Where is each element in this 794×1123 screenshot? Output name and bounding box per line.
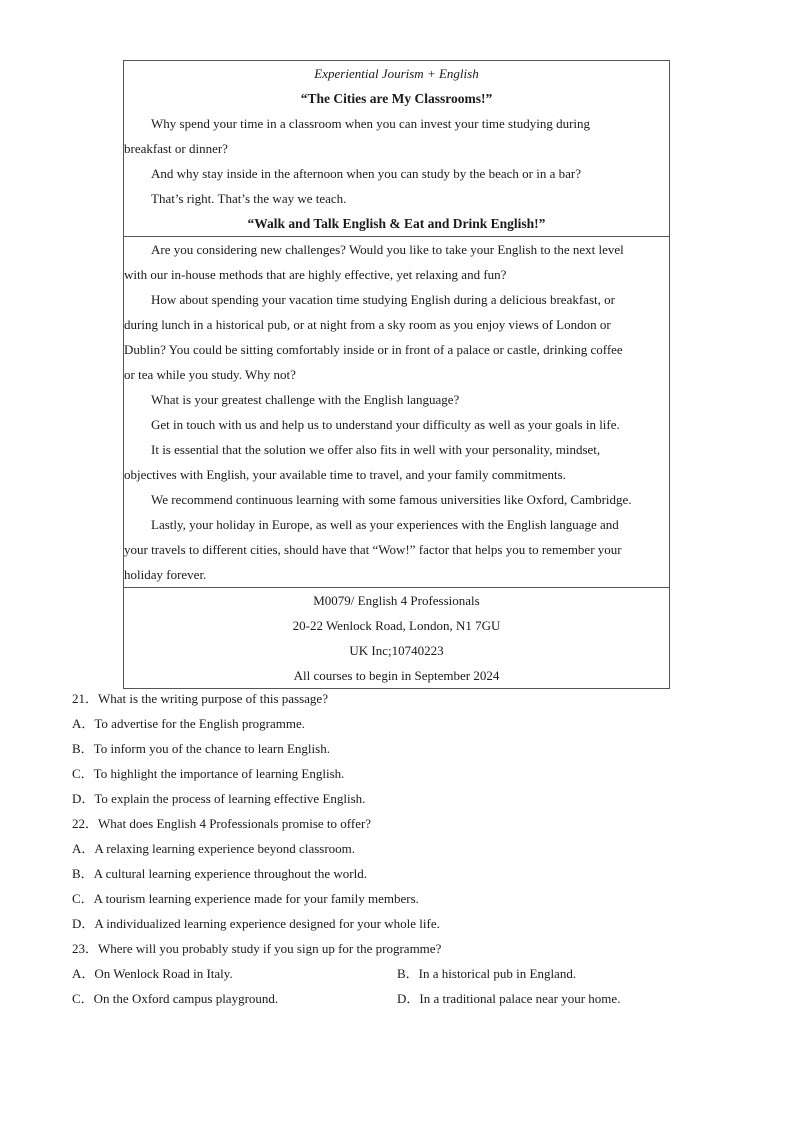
paragraph-line: breakfast or dinner? [124,141,228,156]
paragraph-line: Lastly, your holiday in Europe, as well as your experiences with the English language and [151,517,619,532]
contact-line: All courses to begin in September 2024 [293,668,500,683]
paragraph-line: And why stay inside in the afternoon when you can study by the beach or in a bar? [151,166,581,181]
question-23-options-row-2 [72,986,722,1011]
question-21-option-c: C．To highlight the importance of learning English. [72,766,345,781]
question-22-option-b: B．A cultural learning experience throughout the world. [72,866,367,881]
contact-line: UK Inc;10740223 [349,643,444,658]
paragraph-line: Why spend your time in a classroom when you can invest your time studying during [151,116,591,131]
question-23-option-a: A．On Wenlock Road in Italy. [72,966,233,981]
paragraph-line: objectives with English, your available time to travel, and your family commitments. [124,467,566,482]
advertisement-box [123,60,670,689]
paragraph-line: How about spending your vacation time studying English during a delicious breakfast, or [151,292,615,307]
contact-line: M0079/ English 4 Professionals [313,593,480,608]
advert-title: “The Cities are My Classrooms!” [300,91,493,106]
contact-line: 20-22 Wenlock Road, London, N1 7GU [292,618,501,633]
question-23-option-c: C．On the Oxford campus playground. [72,991,279,1006]
advert-body-section [124,237,669,588]
questions-block [72,686,722,1011]
paragraph-line: or tea while you study. Why not? [124,367,296,382]
question-23-options-row-1 [72,961,722,986]
question-23-stem: 23．Where will you probably study if you sign up for the programme? [72,941,442,956]
question-22-option-a: A．A relaxing learning experience beyond classroom. [72,841,356,856]
paragraph-line: with our in-house methods that are highly effective, yet relaxing and fun? [124,267,507,282]
advert-contact-section [124,588,669,688]
advert-header-section [124,61,669,237]
question-23-option-d: D．In a traditional palace near your home. [397,991,621,1006]
question-21-option-a: A．To advertise for the English programme. [72,716,306,731]
paragraph-line: during lunch in a historical pub, or at night from a sky room as you enjoy views of London or [124,317,611,332]
question-23-option-b: B．In a historical pub in England. [397,966,577,981]
question-21-option-b: B．To inform you of the chance to learn English. [72,741,330,756]
paragraph-line: We recommend continuous learning with some famous universities like Oxford, Cambridge. [151,492,632,507]
paragraph-line: It is essential that the solution we offer also fits in well with your personality, mindset, [151,442,601,457]
advert-intro [124,111,669,211]
question-21-option-d: D．To explain the process of learning effective English. [72,791,366,806]
paragraph-line: your travels to different cities, should have that “Wow!” factor that helps you to remember your [124,542,622,557]
paragraph-line: That’s right. That’s the way we teach. [151,191,347,206]
paragraph-line: What is your greatest challenge with the English language? [151,392,460,407]
advert-tagline: Experiential Jourism + English [314,66,479,81]
advert-subtitle: “Walk and Talk English & Eat and Drink English!” [247,216,546,231]
question-21-stem: 21．What is the writing purpose of this passage? [72,691,328,706]
question-22-option-c: C．A tourism learning experience made for your family members. [72,891,419,906]
paragraph-line: holiday forever. [124,567,207,582]
paragraph-line: Get in touch with us and help us to understand your difficulty as well as your goals in life. [151,417,620,432]
paragraph-line: Dublin? You could be sitting comfortably inside or in front of a palace or castle, drinking coffee [124,342,623,357]
question-22-option-d: D．A individualized learning experience designed for your whole life. [72,916,440,931]
question-22-stem: 22．What does English 4 Professionals promise to offer? [72,816,372,831]
paragraph-line: Are you considering new challenges? Would you like to take your English to the next level [151,242,624,257]
